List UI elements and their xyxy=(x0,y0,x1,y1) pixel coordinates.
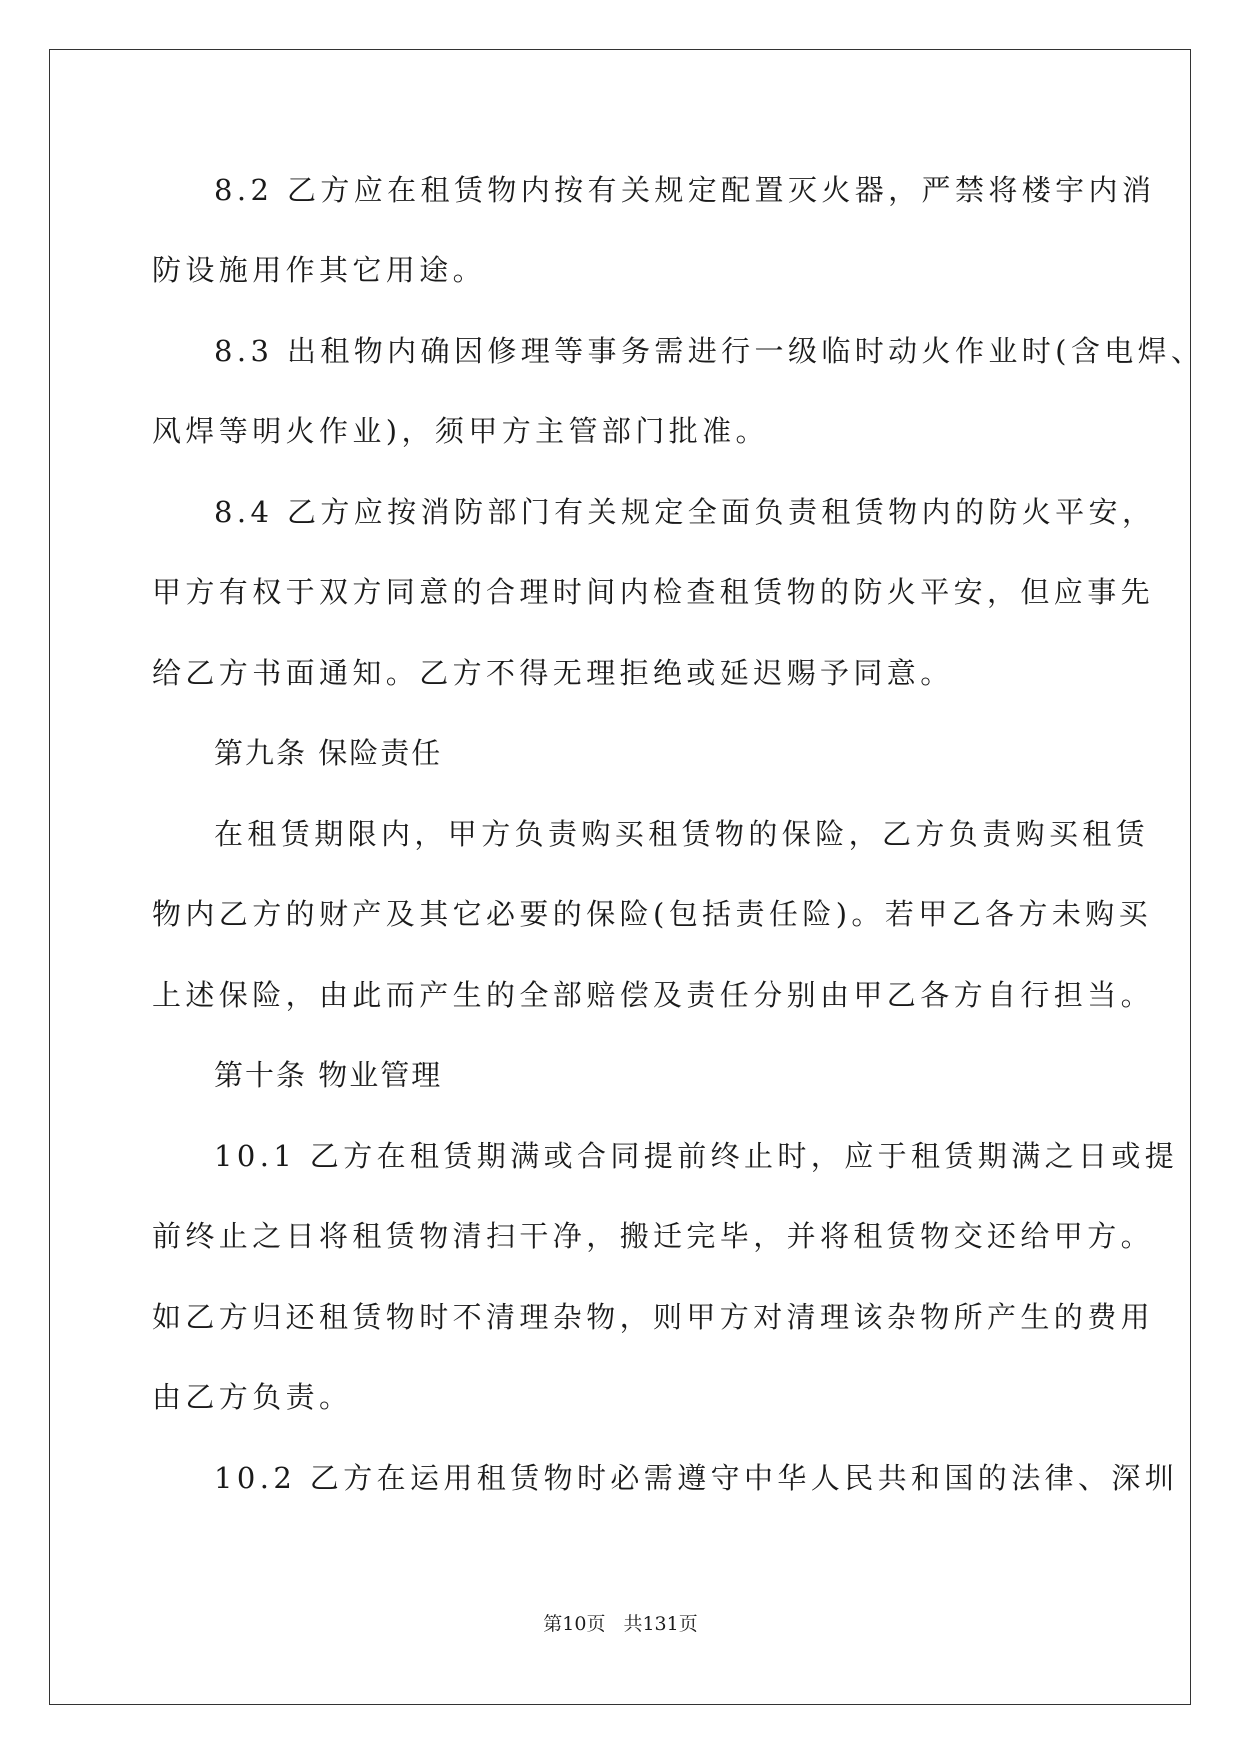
article-10-heading: 第十条 物业管理 xyxy=(214,1058,443,1092)
paragraph-8-2-line-1: 8.2 乙方应在租赁物内按有关规定配置灭火器，严禁将楼宇内消 xyxy=(214,173,1156,207)
paragraph-8-3-line-2: 风焊等明火作业)，须甲方主管部门批准。 xyxy=(152,414,769,448)
article-9-line-2: 物内乙方的财产及其它必要的保险(包括责任险)。若甲乙各方未购买 xyxy=(152,897,1153,931)
article-9-heading: 第九条 保险责任 xyxy=(214,736,443,770)
page-footer xyxy=(0,1612,1241,1636)
paragraph-10-1-line-3: 如乙方归还租赁物时不清理杂物，则甲方对清理该杂物所产生的费用 xyxy=(152,1300,1155,1334)
page-number: 第10页 xyxy=(543,1613,606,1635)
paragraph-10-1-line-1: 10.1 乙方在租赁期满或合同提前终止时，应于租赁期满之日或提 xyxy=(214,1139,1179,1173)
paragraph-10-1-line-4: 由乙方负责。 xyxy=(152,1380,353,1414)
paragraph-8-3-line-1: 8.3 出租物内确因修理等事务需进行一级临时动火作业时(含电焊、 xyxy=(214,334,1205,368)
article-9-line-1: 在租赁期限内，甲方负责购买租赁物的保险，乙方负责购买租赁 xyxy=(214,817,1150,851)
page-total: 共131页 xyxy=(623,1613,698,1635)
paragraph-8-4-line-3: 给乙方书面通知。乙方不得无理拒绝或延迟赐予同意。 xyxy=(152,656,954,690)
paragraph-8-2-line-2: 防设施用作其它用途。 xyxy=(152,253,487,287)
paragraph-8-4-line-2: 甲方有权于双方同意的合理时间内检查租赁物的防火平安，但应事先 xyxy=(152,575,1155,609)
page-border xyxy=(49,49,1191,1705)
paragraph-10-1-line-2: 前终止之日将租赁物清扫干净，搬迁完毕，并将租赁物交还给甲方。 xyxy=(152,1219,1155,1253)
paragraph-8-4-line-1: 8.4 乙方应按消防部门有关规定全面负责租赁物内的防火平安， xyxy=(214,495,1156,529)
article-9-line-3: 上述保险，由此而产生的全部赔偿及责任分别由甲乙各方自行担当。 xyxy=(152,978,1155,1012)
paragraph-10-2-line-1: 10.2 乙方在运用租赁物时必需遵守中华人民共和国的法律、深圳 xyxy=(214,1461,1179,1495)
